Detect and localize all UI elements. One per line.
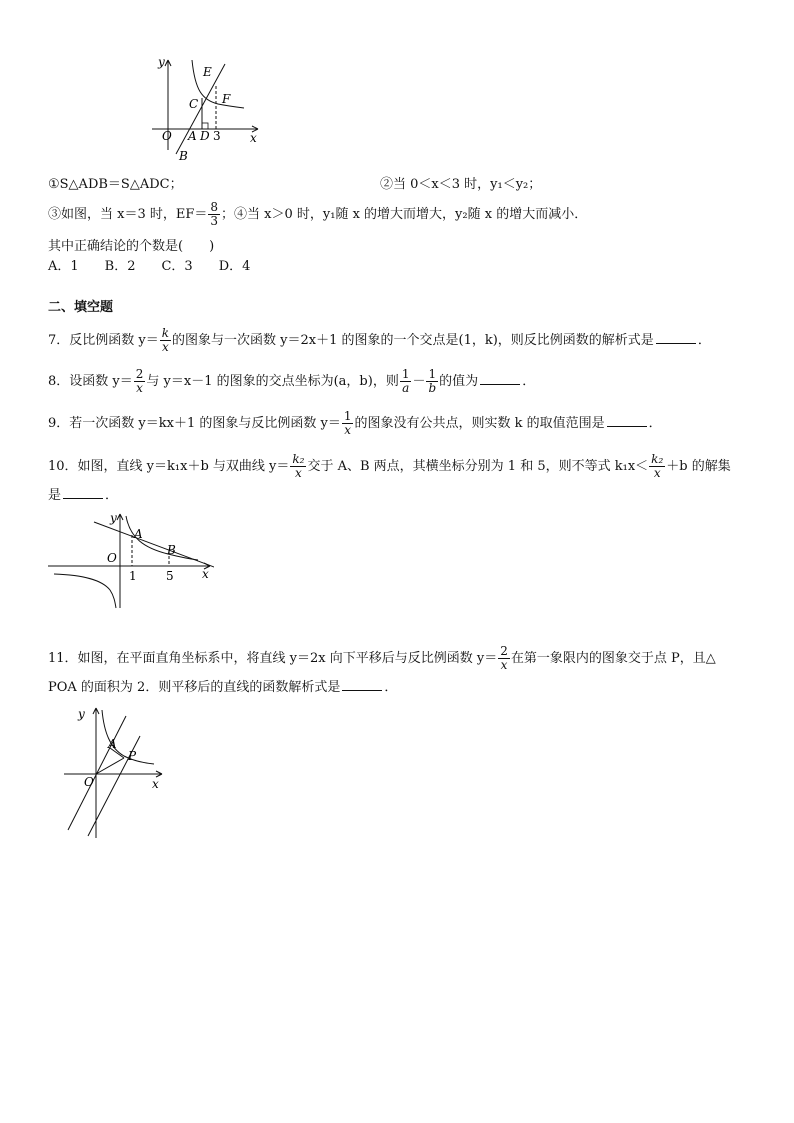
answer-blank-8[interactable]: [480, 372, 520, 385]
figure-q6: [140, 50, 270, 168]
fraction-8-3: $\frac{8}{3}$: [210, 200, 219, 228]
question-10: 10．如图，直线 y＝k₁x＋b 与双曲线 y＝ $\frac{\text{k₂}}{x}$ 交于 A、B 两点，其横坐标分别为 1 和 5，则不等式 k₁x＜ $\frac{\text{k₂}}{x}$ ＋b 的解集: [48, 452, 731, 480]
fraction-1-x: $\frac{1}{x}$: [343, 409, 352, 437]
hyperbola-curve: [192, 60, 244, 108]
answer-blank-11[interactable]: [342, 678, 382, 691]
q6-conclusion-1: ①S△ADB＝S△ADC；: [48, 177, 183, 192]
label-a: A: [108, 737, 117, 751]
label-e: E: [203, 65, 212, 79]
question-10-line2: 是 ．: [48, 488, 119, 503]
label-5: 5: [166, 569, 174, 583]
label-y: y: [110, 511, 117, 525]
answer-blank-9[interactable]: [607, 414, 647, 427]
fraction-1-b: $\frac{1}{b}$: [428, 367, 437, 395]
figure-q10: [44, 508, 214, 610]
label-p: P: [128, 749, 137, 763]
fraction-2-x-q11: $\frac{2}{x}$: [500, 644, 508, 672]
question-11: 11．如图，在平面直角坐标系中，将直线 y＝2x 向下平移后与反比例函数 y＝ $\frac{2}{x}$ 在第一象限内的图象交于点 P，且△: [48, 644, 716, 672]
label-b: B: [179, 149, 188, 163]
fraction-2-x: $\frac{2}{x}$: [135, 367, 144, 395]
label-o: O: [84, 775, 94, 789]
label-o: O: [107, 551, 117, 565]
label-3: 3: [213, 129, 221, 143]
label-y: y: [158, 55, 165, 69]
figure-q11: [58, 702, 168, 840]
label-f: F: [222, 92, 231, 106]
label-a: A: [134, 527, 143, 541]
answer-blank-7[interactable]: [656, 331, 696, 344]
label-a: A: [188, 129, 197, 143]
label-x: x: [152, 777, 159, 791]
label-x: x: [250, 131, 257, 145]
label-d: D: [200, 129, 210, 143]
question-7: 7．反比例函数 y＝ $\frac{k}{x}$ 的图象与一次函数 y＝2x＋1 的图象的一个交点是(1，k)，则反比例函数的解析式是 ．: [48, 326, 711, 354]
hyperbola-branch-2: [54, 574, 116, 608]
label-c: C: [189, 97, 199, 111]
fraction-k2-x-2: $\frac{\text{k₂}}{x}$: [651, 452, 664, 480]
q6-options: A．1 B．2 C．3 D．4: [48, 259, 251, 274]
label-y: y: [78, 707, 85, 721]
fraction-k2-x: $\frac{\text{k₂}}{x}$: [292, 452, 305, 480]
q6-conclusion-2: ②当 0＜x＜3 时，y₁＜y₂；: [380, 177, 542, 192]
fraction-k-x: $\frac{k}{x}$: [161, 326, 170, 354]
q6-conclusion-3-4: ③如图，当 x＝3 时，EF＝ $\frac{8}{3}$ ；④当 x＞0 时，y₁随 x 的增大而增大，y₂随 x 的增大而减小．: [48, 200, 588, 228]
answer-blank-10[interactable]: [63, 486, 103, 499]
question-11-line2: POA 的面积为 2．则平移后的直线的函数解析式是 ．: [48, 680, 398, 695]
fraction-1-a: $\frac{1}{a}$: [401, 367, 410, 395]
label-o: O: [162, 129, 172, 143]
question-9: 9．若一次函数 y＝kx＋1 的图象与反比例函数 y＝ $\frac{1}{x}$ 的图象没有公共点，则实数 k 的取值范围是 ．: [48, 409, 662, 437]
q6-question: 其中正确结论的个数是( ): [48, 239, 215, 254]
section-title: 二、填空题: [48, 300, 114, 315]
label-x: x: [202, 567, 209, 581]
label-b: B: [167, 543, 176, 557]
label-1: 1: [129, 569, 137, 583]
question-8: 8．设函数 y＝ $\frac{2}{x}$ 与 y＝x－1 的图象的交点坐标为(a，b)，则 $\frac{1}{a}$ － $\frac{1}{b}$ 的值为 ．: [48, 367, 536, 395]
